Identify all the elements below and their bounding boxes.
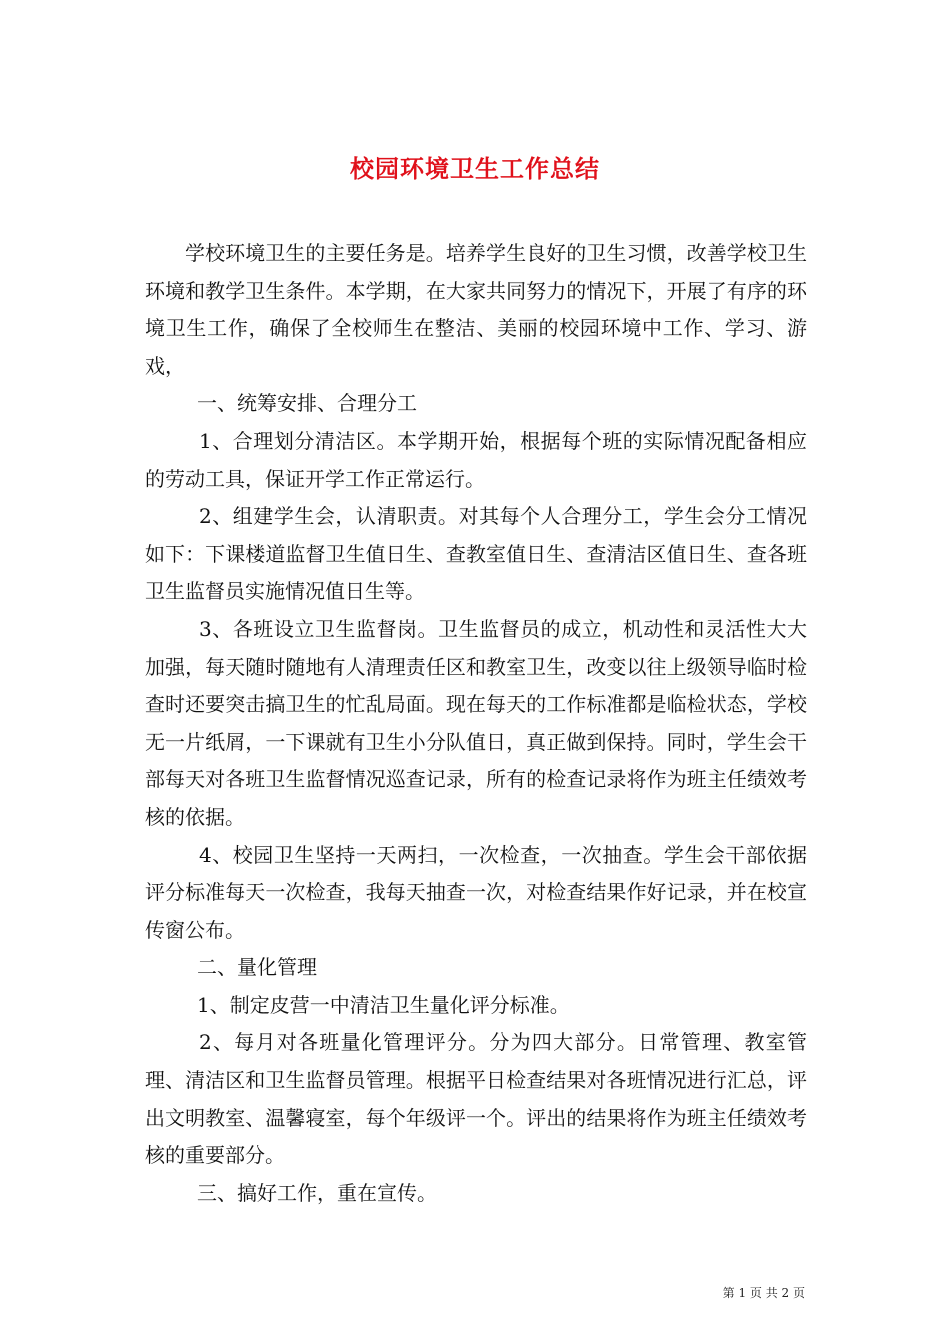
page-number: 第 1 页 共 2 页 [722, 1286, 805, 1300]
paragraph: 3、各班设立卫生监督岗。卫生监督员的成立，机动性和灵活性大大加强，每天随时随地有人清理责任区和教室卫生，改变以往上级领导临时检查时还要突击搞卫生的忙乱局面。现在每天的工作标准都是临检状态，学校无一片纸屑，一下课就有卫生小分队值日，真正做到保持。同时，学生会干部每天对各班卫生监督情况巡查记录，所有的检查记录将作为班主任绩效考核的依据。 [145, 616, 807, 829]
section-heading: 一、统筹安排、合理分工 [197, 391, 417, 416]
paragraph: 2、组建学生会，认清职责。对其每个人合理分工，学生会分工情况如下：下课楼道监督卫生值日生、查教室值日生、查清洁区值日生、查各班卫生监督员实施情况值日生等。 [145, 504, 807, 604]
paragraph: 1、合理划分清洁区。本学期开始，根据每个班的实际情况配备相应的劳动工具，保证开学工作正常运行。 [145, 428, 807, 491]
section-heading: 二、量化管理 [197, 955, 317, 980]
paragraph: 2、每月对各班量化管理评分。分为四大部分。日常管理、教室管理、清洁区和卫生监督员管理。根据平日检查结果对各班情况进行汇总，评出文明教室、温馨寝室，每个年级评一个。评出的结果将作为班主任绩效考核的重要部分。 [145, 1030, 807, 1168]
section-heading: 三、搞好工作，重在宣传。 [197, 1180, 437, 1205]
paragraph: 1、制定皮营一中清洁卫生量化评分标准。 [197, 992, 570, 1017]
paragraph: 4、校园卫生坚持一天两扫，一次检查，一次抽查。学生会干部依据评分标准每天一次检查，我每天抽查一次，对检查结果作好记录，并在校宣传窗公布。 [145, 842, 807, 942]
paragraph: 学校环境卫生的主要任务是。培养学生良好的卫生习惯，改善学校卫生环境和教学卫生条件。本学期，在大家共同努力的情况下，开展了有序的环境卫生工作，确保了全校师生在整洁、美丽的校园环境中工作、学习、游戏， [145, 241, 807, 378]
document-title: 校园环境卫生工作总结 [350, 154, 600, 184]
document-body [145, 235, 807, 1212]
